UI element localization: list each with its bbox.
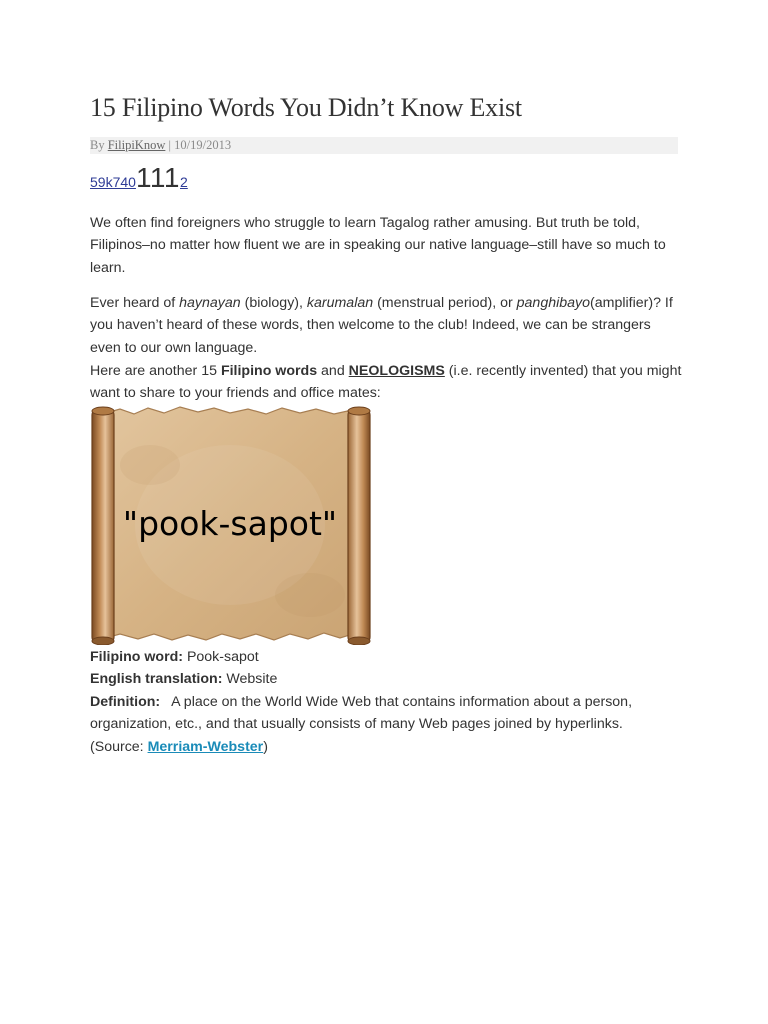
list-intro-text: Here are another 15 bbox=[90, 363, 221, 379]
source-suffix: ) bbox=[263, 738, 268, 755]
left-roll bbox=[92, 409, 114, 643]
right-roll bbox=[348, 409, 370, 643]
post-date: 10/19/2013 bbox=[174, 138, 232, 152]
example-word: haynayan bbox=[179, 295, 241, 311]
scroll-image bbox=[90, 405, 372, 645]
source-line bbox=[90, 736, 682, 758]
examples-paragraph bbox=[90, 292, 682, 359]
filipino-word-value: Pook-sapot bbox=[183, 649, 259, 665]
byline-separator: | bbox=[165, 138, 175, 152]
examples-text: (menstrual period), or bbox=[373, 295, 517, 311]
definition-line bbox=[90, 691, 682, 736]
translation-value: Website bbox=[222, 671, 278, 688]
list-intro-text: (i.e. recently invented) that you might want to share to your friends and office mates: bbox=[90, 363, 682, 402]
example-word: panghibayo bbox=[516, 295, 591, 311]
example-word: karumalan bbox=[306, 295, 374, 311]
neologisms-link[interactable]: NEOLOGISMS bbox=[348, 363, 445, 379]
list-intro-paragraph bbox=[90, 360, 682, 405]
comment-count-link[interactable]: 2 bbox=[180, 174, 188, 190]
definition-label: Definition: bbox=[90, 693, 161, 710]
filipino-word-line bbox=[90, 646, 682, 668]
source-prefix: (Source: bbox=[90, 738, 148, 755]
byline-prefix: By bbox=[90, 138, 108, 152]
list-intro-text: and bbox=[317, 363, 349, 379]
share-count-link[interactable]: 59k740 bbox=[90, 174, 136, 190]
examples-text: (amplifier)? If you haven’t heard of these words, then welcome to the club! Indeed, we can be strangers even to our own language. bbox=[90, 295, 673, 356]
author-link[interactable]: FilipiKnow bbox=[107, 138, 166, 152]
merriam-webster-link[interactable]: Merriam-Webster bbox=[147, 738, 264, 755]
intro-paragraph: We often find foreigners who struggle to learn Tagalog rather amusing. But truth be told, Filipinos–no matter how fluent we are in speaking our native language–still have so much to learn. bbox=[90, 215, 666, 276]
examples-text: (biology), bbox=[240, 295, 307, 311]
share-counts bbox=[90, 163, 188, 193]
word-entry bbox=[90, 646, 682, 758]
share-count-large: 111 bbox=[135, 162, 180, 193]
definition-value: A place on the World Wide Web that contains information about a person, organization, etc., and that usually consists of many Web pages joined by hyperlinks. bbox=[90, 693, 636, 733]
article-title: 15 Filipino Words You Didn’t Know Exist bbox=[90, 93, 522, 122]
parchment-scroll-illustration bbox=[90, 405, 372, 645]
translation-label: English translation: bbox=[90, 671, 223, 688]
filipino-word-label: Filipino word: bbox=[90, 649, 183, 665]
byline bbox=[90, 137, 678, 154]
examples-text: Ever heard of bbox=[90, 295, 180, 311]
scroll-word: "pook-sapot" bbox=[122, 504, 338, 543]
translation-line bbox=[90, 668, 682, 690]
filipino-words-bold: Filipino words bbox=[220, 363, 318, 379]
